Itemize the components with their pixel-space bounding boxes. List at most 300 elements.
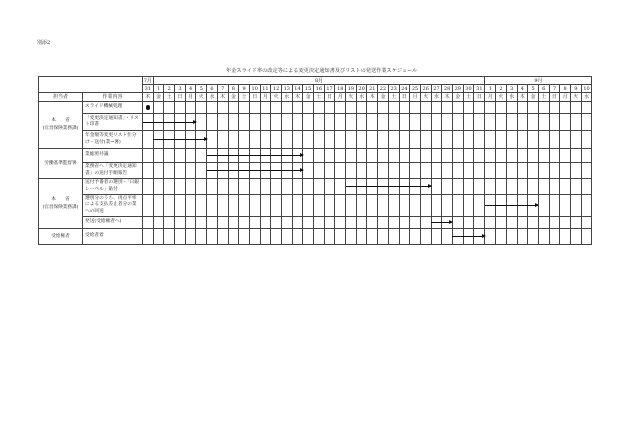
- day-cell: [228, 149, 239, 163]
- day-cell: [356, 114, 367, 131]
- day-cell: [538, 149, 549, 163]
- day-cell: [143, 195, 154, 217]
- day-cell: [356, 149, 367, 163]
- day-cell: [217, 102, 228, 114]
- day-cell: [346, 102, 357, 114]
- day-cell: [485, 179, 496, 195]
- day-cell: [292, 179, 303, 195]
- day-cell: [463, 163, 474, 179]
- day-cell: [452, 102, 463, 114]
- day-number: 1: [153, 85, 164, 93]
- day-cell: [185, 229, 196, 245]
- day-cell: [260, 163, 271, 179]
- day-cell: [399, 195, 410, 217]
- day-cell: [249, 163, 260, 179]
- day-cell: [185, 217, 196, 229]
- day-cell: [410, 217, 421, 229]
- day-cell: [538, 131, 549, 149]
- day-cell: [506, 149, 517, 163]
- day-cell: [431, 149, 442, 163]
- day-cell: [528, 149, 539, 163]
- weekday-label: 火: [420, 93, 431, 102]
- day-cell: [431, 163, 442, 179]
- day-cell: [581, 217, 592, 229]
- day-cell: [581, 179, 592, 195]
- person-cell: [39, 179, 83, 229]
- task-row: [39, 149, 592, 163]
- task-row: [39, 195, 592, 217]
- day-cell: [143, 179, 154, 195]
- day-cell: [164, 131, 175, 149]
- day-number: 4: [517, 85, 528, 93]
- month-label: 8月: [153, 77, 485, 85]
- weekday-label: 土: [463, 93, 474, 102]
- day-cell: [442, 179, 453, 195]
- day-cell: [346, 149, 357, 163]
- day-cell: [485, 102, 496, 114]
- day-cell: [517, 195, 528, 217]
- day-cell: [249, 217, 260, 229]
- day-cell: [528, 195, 539, 217]
- day-cell: [281, 179, 292, 195]
- day-number: 13: [281, 85, 292, 93]
- day-cell: [239, 131, 250, 149]
- day-cell: [153, 102, 164, 114]
- day-cell: [367, 114, 378, 131]
- weekday-label: 金: [153, 93, 164, 102]
- day-cell: [474, 163, 485, 179]
- day-cell: [292, 102, 303, 114]
- day-cell: [560, 102, 571, 114]
- day-cell: [249, 179, 260, 195]
- weekday-label: 日: [549, 93, 560, 102]
- day-cell: [335, 131, 346, 149]
- day-cell: [228, 114, 239, 131]
- weekday-label: 金: [228, 93, 239, 102]
- day-number: 29: [452, 85, 463, 93]
- day-cell: [271, 102, 282, 114]
- day-number: 8: [560, 85, 571, 93]
- day-cell: [271, 149, 282, 163]
- day-cell: [175, 163, 186, 179]
- task-label: 送付予番者の選別・「日銀: [85, 180, 139, 186]
- day-cell: [581, 149, 592, 163]
- task-row: [39, 179, 592, 195]
- day-cell: [538, 163, 549, 179]
- day-number: 5: [528, 85, 539, 93]
- task-column-header: 作業内容: [83, 93, 143, 102]
- day-cell: [164, 114, 175, 131]
- weekday-label: 月: [185, 93, 196, 102]
- day-cell: [388, 217, 399, 229]
- weekday-label: 日: [324, 93, 335, 102]
- day-cell: [143, 229, 154, 245]
- day-cell: [324, 114, 335, 131]
- day-cell: [410, 163, 421, 179]
- day-cell: [388, 102, 399, 114]
- day-cell: [378, 195, 389, 217]
- day-cell: [292, 131, 303, 149]
- day-cell: [367, 179, 378, 195]
- weekday-label: 金: [378, 93, 389, 102]
- person-cell: [39, 149, 83, 179]
- day-cell: [260, 195, 271, 217]
- day-cell: [153, 114, 164, 131]
- document-title: 年金スライド率の改定等による変更決定通知書及びリストの発送作業スケジュール: [226, 68, 418, 74]
- day-cell: [378, 229, 389, 245]
- weekday-label: 水: [207, 93, 218, 102]
- day-cell: [378, 163, 389, 179]
- day-cell: [549, 102, 560, 114]
- day-cell: [217, 179, 228, 195]
- person-cell: [39, 229, 83, 245]
- day-cell: [367, 163, 378, 179]
- day-cell: [239, 195, 250, 217]
- day-cell: [506, 179, 517, 195]
- day-cell: [356, 131, 367, 149]
- day-cell: [496, 131, 507, 149]
- day-cell: [570, 102, 581, 114]
- day-cell: [474, 114, 485, 131]
- weekday-label: 水: [506, 93, 517, 102]
- day-cell: [442, 195, 453, 217]
- day-cell: [570, 179, 581, 195]
- day-cell: [560, 217, 571, 229]
- day-cell: [356, 102, 367, 114]
- day-cell: [175, 102, 186, 114]
- weekday-label: 火: [271, 93, 282, 102]
- day-number: 10: [581, 85, 592, 93]
- day-cell: [399, 114, 410, 131]
- day-cell: [420, 131, 431, 149]
- day-cell: [506, 195, 517, 217]
- day-cell: [324, 217, 335, 229]
- day-cell: [399, 149, 410, 163]
- day-cell: [496, 229, 507, 245]
- day-cell: [281, 163, 292, 179]
- day-number: 5: [196, 85, 207, 93]
- day-cell: [346, 114, 357, 131]
- day-cell: [410, 114, 421, 131]
- day-cell: [463, 131, 474, 149]
- day-cell: [570, 149, 581, 163]
- day-cell: [485, 217, 496, 229]
- day-cell: [399, 102, 410, 114]
- day-cell: [420, 195, 431, 217]
- day-cell: [249, 229, 260, 245]
- day-cell: [581, 131, 592, 149]
- day-cell: [388, 195, 399, 217]
- day-cell: [538, 195, 549, 217]
- day-cell: [196, 149, 207, 163]
- weekday-label: 土: [314, 93, 325, 102]
- day-cell: [303, 131, 314, 149]
- month-header-row: [39, 77, 592, 85]
- day-number: 9: [239, 85, 250, 93]
- day-cell: [452, 179, 463, 195]
- task-row: [39, 229, 592, 245]
- weekday-label: 日: [175, 93, 186, 102]
- day-cell: [496, 102, 507, 114]
- day-cell: [410, 195, 421, 217]
- day-cell: [217, 195, 228, 217]
- month-label: 9月: [485, 77, 592, 85]
- day-cell: [474, 179, 485, 195]
- day-cell: [335, 102, 346, 114]
- day-cell: [367, 131, 378, 149]
- day-cell: [442, 114, 453, 131]
- day-cell: [207, 179, 218, 195]
- day-cell: [271, 229, 282, 245]
- day-cell: [314, 114, 325, 131]
- day-cell: [378, 131, 389, 149]
- day-cell: [378, 102, 389, 114]
- day-cell: [217, 131, 228, 149]
- day-cell: [570, 229, 581, 245]
- day-cell: [528, 229, 539, 245]
- task-label: による支払差止者分の業: [85, 202, 137, 208]
- day-cell: [506, 102, 517, 114]
- day-number: 4: [185, 85, 196, 93]
- day-cell: [217, 114, 228, 131]
- day-cell: [517, 217, 528, 229]
- day-cell: [549, 114, 560, 131]
- day-cell: [303, 114, 314, 131]
- day-cell: [528, 114, 539, 131]
- day-cell: [185, 149, 196, 163]
- day-cell: [281, 102, 292, 114]
- weekday-label: 木: [292, 93, 303, 102]
- day-cell: [420, 149, 431, 163]
- day-cell: [175, 217, 186, 229]
- day-cell: [185, 114, 196, 131]
- day-cell: [292, 217, 303, 229]
- day-cell: [292, 163, 303, 179]
- day-cell: [410, 229, 421, 245]
- day-cell: [399, 131, 410, 149]
- day-cell: [356, 229, 367, 245]
- day-cell: [431, 217, 442, 229]
- person-label: 本 省: [51, 196, 70, 202]
- day-number: 6: [207, 85, 218, 93]
- day-cell: [260, 114, 271, 131]
- day-cell: [442, 163, 453, 179]
- task-label: 「変更決定通知書」・リス: [85, 115, 139, 121]
- task-label: 発送(受給権者へ): [85, 219, 122, 225]
- day-cell: [452, 229, 463, 245]
- day-number: 28: [442, 85, 453, 93]
- day-cell: [452, 217, 463, 229]
- day-cell: [281, 131, 292, 149]
- day-cell: [528, 179, 539, 195]
- schedule-table-wrap: [38, 76, 591, 245]
- day-cell: [581, 163, 592, 179]
- day-number: 30: [463, 85, 474, 93]
- day-cell: [399, 229, 410, 245]
- day-cell: [314, 163, 325, 179]
- day-cell: [324, 131, 335, 149]
- task-label: 選別分のうち、再点平率: [85, 196, 137, 202]
- day-cell: [207, 229, 218, 245]
- day-cell: [143, 149, 154, 163]
- day-cell: [271, 114, 282, 131]
- day-cell: [549, 131, 560, 149]
- day-cell: [431, 179, 442, 195]
- day-cell: [143, 102, 154, 114]
- task-row: [39, 131, 592, 149]
- day-cell: [153, 179, 164, 195]
- weekday-label: 金: [452, 93, 463, 102]
- day-cell: [335, 179, 346, 195]
- day-cell: [367, 195, 378, 217]
- day-cell: [570, 114, 581, 131]
- day-cell: [346, 195, 357, 217]
- day-number: 14: [292, 85, 303, 93]
- day-cell: [175, 149, 186, 163]
- day-cell: [528, 102, 539, 114]
- weekday-label: 月: [485, 93, 496, 102]
- day-cell: [239, 179, 250, 195]
- day-cell: [314, 195, 325, 217]
- day-cell: [271, 195, 282, 217]
- day-cell: [560, 179, 571, 195]
- day-cell: [388, 149, 399, 163]
- day-cell: [303, 195, 314, 217]
- day-cell: [517, 179, 528, 195]
- weekday-label: 木: [143, 93, 154, 102]
- day-cell: [271, 179, 282, 195]
- day-cell: [260, 179, 271, 195]
- weekday-label: 木: [367, 93, 378, 102]
- task-label: スライド機械処理: [85, 104, 123, 110]
- day-number: 8: [228, 85, 239, 93]
- day-cell: [196, 102, 207, 114]
- day-cell: [164, 179, 175, 195]
- day-cell: [485, 229, 496, 245]
- day-cell: [175, 114, 186, 131]
- task-label: け・送付(業→署): [85, 139, 121, 145]
- day-cell: [281, 217, 292, 229]
- day-cell: [463, 179, 474, 195]
- day-cell: [560, 149, 571, 163]
- day-cell: [207, 217, 218, 229]
- day-cell: [271, 163, 282, 179]
- day-cell: [281, 114, 292, 131]
- day-cell: [207, 114, 218, 131]
- day-cell: [496, 195, 507, 217]
- day-cell: [228, 217, 239, 229]
- person-label: (官営保険業務課): [42, 204, 79, 210]
- person-column-header: 担当者: [39, 93, 83, 102]
- day-cell: [153, 195, 164, 217]
- day-cell: [164, 195, 175, 217]
- day-cell: [388, 114, 399, 131]
- day-number: 31: [143, 85, 154, 93]
- weekday-label: 金: [303, 93, 314, 102]
- day-cell: [314, 229, 325, 245]
- day-cell: [485, 163, 496, 179]
- day-cell: [378, 114, 389, 131]
- day-cell: [217, 229, 228, 245]
- day-cell: [388, 179, 399, 195]
- day-number: 12: [271, 85, 282, 93]
- day-cell: [463, 229, 474, 245]
- day-cell: [356, 163, 367, 179]
- weekday-label: 日: [249, 93, 260, 102]
- day-number: 20: [356, 85, 367, 93]
- day-cell: [378, 179, 389, 195]
- day-cell: [335, 217, 346, 229]
- day-cell: [560, 131, 571, 149]
- day-cell: [239, 114, 250, 131]
- day-cell: [496, 163, 507, 179]
- day-cell: [249, 102, 260, 114]
- task-row: [39, 114, 592, 131]
- day-cell: [549, 217, 560, 229]
- day-cell: [335, 149, 346, 163]
- day-cell: [164, 229, 175, 245]
- day-cell: [528, 163, 539, 179]
- weekday-label: 火: [196, 93, 207, 102]
- day-cell: [496, 114, 507, 131]
- day-cell: [506, 217, 517, 229]
- schedule-body: [39, 102, 592, 245]
- day-cell: [143, 163, 154, 179]
- day-cell: [196, 163, 207, 179]
- task-label: レーベル」貼付: [85, 186, 118, 192]
- day-cell: [560, 114, 571, 131]
- weekday-label: 土: [164, 93, 175, 102]
- day-number: 1: [485, 85, 496, 93]
- day-cell: [143, 114, 154, 131]
- day-cell: [474, 195, 485, 217]
- day-cell: [303, 163, 314, 179]
- day-cell: [496, 217, 507, 229]
- weekday-label: 月: [560, 93, 571, 102]
- day-number: 26: [420, 85, 431, 93]
- day-cell: [538, 179, 549, 195]
- day-cell: [303, 217, 314, 229]
- day-number: 21: [367, 85, 378, 93]
- day-cell: [346, 217, 357, 229]
- day-cell: [335, 163, 346, 179]
- day-cell: [485, 114, 496, 131]
- day-cell: [506, 114, 517, 131]
- day-number: 7: [549, 85, 560, 93]
- task-label: 業総照井議: [85, 152, 109, 158]
- day-cell: [239, 229, 250, 245]
- day-cell: [217, 149, 228, 163]
- day-cell: [249, 149, 260, 163]
- day-cell: [303, 179, 314, 195]
- day-cell: [452, 114, 463, 131]
- day-cell: [185, 131, 196, 149]
- day-cell: [271, 131, 282, 149]
- weekday-label: 水: [431, 93, 442, 102]
- day-cell: [335, 229, 346, 245]
- task-cell: [83, 163, 143, 179]
- day-cell: [143, 131, 154, 149]
- weekday-label: 月: [260, 93, 271, 102]
- day-cell: [528, 217, 539, 229]
- day-cell: [367, 102, 378, 114]
- day-number: 17: [324, 85, 335, 93]
- day-cell: [538, 114, 549, 131]
- day-cell: [420, 217, 431, 229]
- task-cell: [83, 229, 143, 245]
- day-number: 2: [164, 85, 175, 93]
- weekday-label: 木: [217, 93, 228, 102]
